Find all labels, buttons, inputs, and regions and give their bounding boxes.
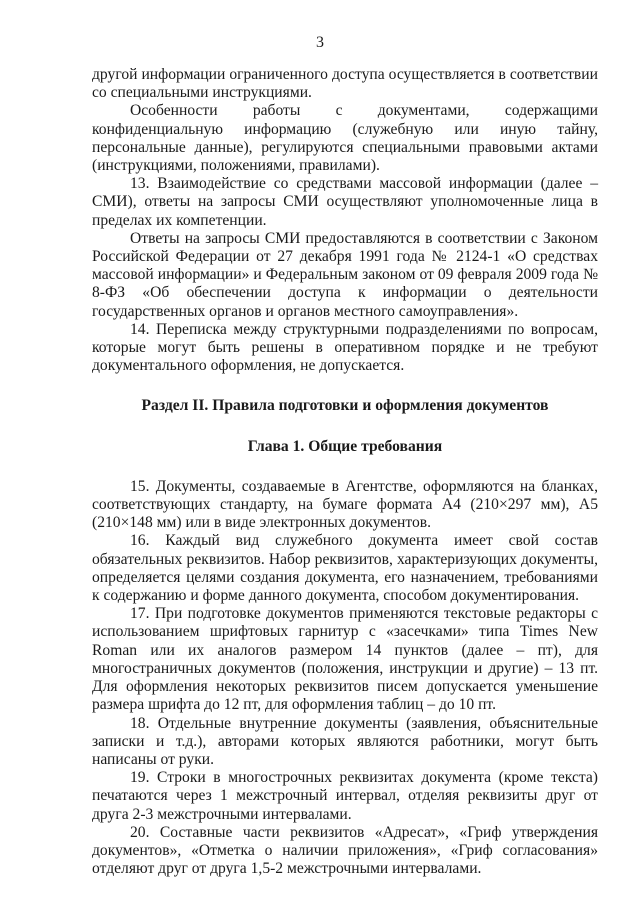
document-body	[92, 66, 598, 878]
paragraph-14: 14. Переписка между структурными подразделениями по вопросам, которые могут быть решены в оперативном порядке и не требуют документального оформления, не допускается.	[92, 320, 598, 375]
page-number: 3	[316, 34, 324, 51]
paragraph-13: 13. Взаимодействие со средствами массовой информации (далее – СМИ), ответы на запросы СМИ осуществляют уполномоченные лица в пределах их компетенции.	[92, 175, 598, 229]
paragraph-18: 18. Отдельные внутренние документы (заявления, объяснительные записки и т.д.), авторами которых являются работники, могут быть написаны от руки.	[92, 714, 598, 768]
paragraph-continuation: другой информации ограниченного доступа осуществляется в соответствии со специальными инструкциями.	[92, 66, 598, 102]
paragraph-16: 16. Каждый вид служебного документа имеет свой состав обязательных реквизитов. Набор реквизитов, характеризующих документы, определяется целями создания документа, его назначением, требованиями к содержанию и форме данного документа, способом документирования.	[92, 532, 598, 605]
paragraph-15: 15. Документы, создаваемые в Агентстве, оформляются на бланках, соответствующих стандарту, на бумаге формата А4 (210×297 мм), А5 (210×148 мм) или в виде электронных документов.	[92, 477, 598, 532]
paragraph-17: 17. При подготовке документов применяются текстовые редакторы с использованием шрифтовых гарнитур с «засечками» типа Times New Roman или их аналогов размером 14 пунктов (далее – пт), для многостраничных документов (положения, инструкции и другие) – 13 пт. Для оформления некоторых реквизитов писем допускается уменьшение размера шрифта до 12 пт, для оформления таблиц – до 10 пт.	[92, 605, 598, 714]
chapter-heading: Глава 1. Общие требования	[247, 437, 443, 455]
section-heading: Раздел II. Правила подготовки и оформления документов	[141, 397, 549, 415]
paragraph-smi-answers: Ответы на запросы СМИ предоставляются в соответствии с Законом Российской Федерации от 27 декабря 1991 года № 2124-1 «О средствах массовой информации» и Федеральным законом от 09 февраля 2009 года № 8-ФЗ «Об обеспечении доступа к информации о деятельности государственных органов и органов местного самоуправления».	[92, 229, 598, 320]
paragraph-group-bottom	[92, 478, 598, 878]
paragraph-confidential-docs: Особенности работы с документами, содержащими конфиденциальную информацию (служебную или иную тайну, персональные данные), регулируются специальными правовыми актами (инструкциями, положениями, правилами).	[92, 102, 598, 175]
paragraph-20: 20. Составные части реквизитов «Адресат», «Гриф утверждения документов», «Отметка о наличии приложения», «Гриф согласования» отделяют друг от друга 1,5-2 межстрочными интервалами.	[92, 823, 598, 878]
paragraph-group-top	[92, 66, 598, 375]
paragraph-19: 19. Строки в многострочных реквизитах документа (кроме текста) печатаются через 1 межстрочный интервал, отделяя реквизиты друг от друга 2-3 межстрочными интервалами.	[92, 769, 598, 823]
